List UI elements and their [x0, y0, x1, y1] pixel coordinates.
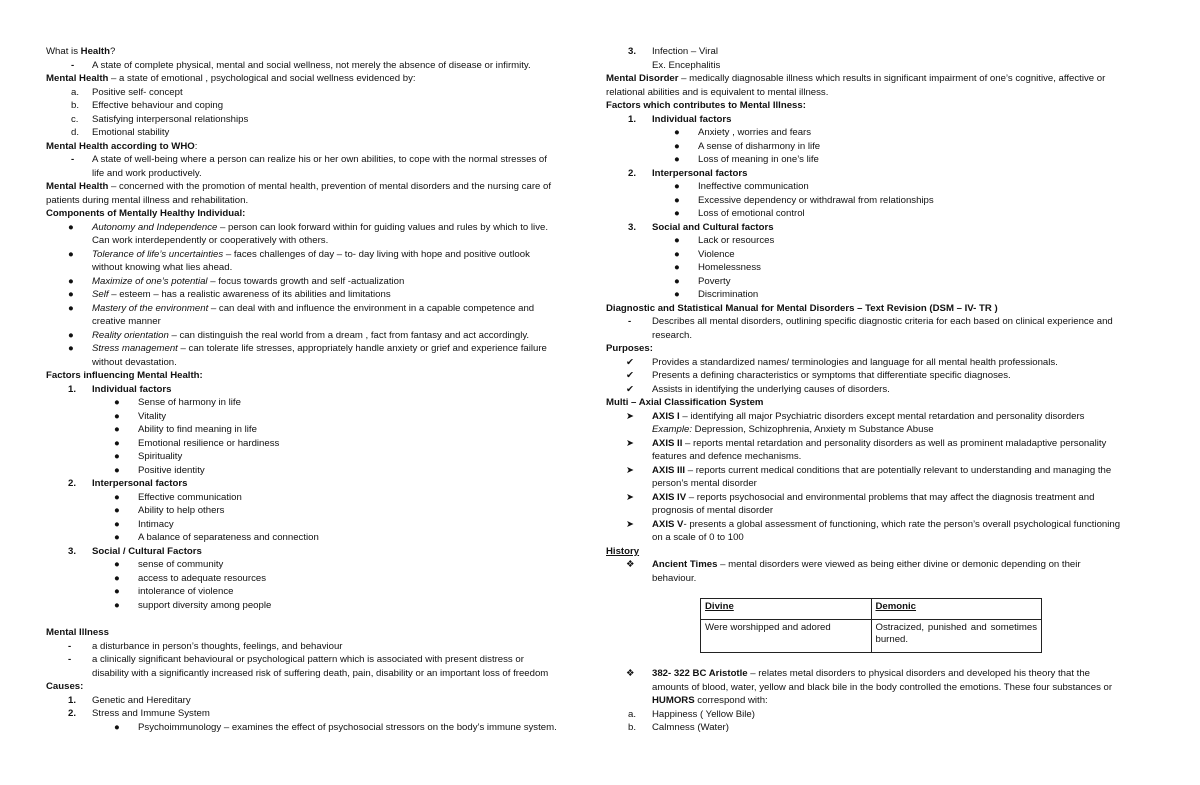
factor-item: ● Poverty	[674, 275, 731, 287]
checkmark-icon: ✔	[626, 356, 635, 368]
axis-item: ➤ AXIS V- presents a global assessment of functioning, which rate the person’s overall psychological functioning	[626, 518, 1121, 530]
who-heading: Mental Health according to WHO:	[46, 140, 198, 152]
bullet-icon: ●	[68, 248, 74, 260]
bullet-icon: ●	[114, 397, 120, 408]
bullet-icon: ●	[114, 437, 120, 449]
bullet-icon: ●	[674, 248, 680, 260]
checkmark-icon: ✔	[626, 370, 635, 381]
factor-group-heading: 2. Interpersonal factors	[628, 167, 748, 179]
cause-item: 1. Genetic and Hereditary	[68, 694, 191, 706]
mh-list-item: b. Effective behaviour and coping	[71, 100, 224, 111]
bullet-icon: ●	[68, 289, 74, 300]
cause-item: 2. Stress and Immune System	[68, 708, 210, 719]
component-item: ● Maximize of one’s potential – focus towards growth and self -actualization	[68, 275, 405, 287]
diamond-icon: ❖	[626, 668, 635, 679]
factor-item: ● Lack or resources	[674, 235, 775, 246]
bullet-icon: ●	[114, 721, 120, 733]
bullet-icon: ●	[114, 532, 120, 543]
who-definition: - A state of well-being where a person can realize his or her own abilities, to cope with the normal stresses of	[71, 154, 547, 165]
bullet-icon: ●	[674, 275, 680, 287]
health-definition: - A state of complete physical, mental and social wellness, not merely the absence of disease or infirmity.	[71, 59, 531, 71]
dsm-heading: Diagnostic and Statistical Manual for Mental Disorders – Text Revision (DSM – IV- TR )	[606, 302, 998, 314]
mental-health-concern: Mental Health – concerned with the promotion of mental health, prevention of mental disorders and the nursing care of	[46, 181, 552, 192]
bullet-icon: ●	[68, 329, 74, 341]
factor-item: ● Anxiety , worries and fears	[674, 127, 812, 138]
component-item: ● Tolerance of life’s uncertainties – faces challenges of day – to- day living with hope and positive outlook	[68, 248, 530, 260]
bullet-icon: ●	[68, 343, 74, 354]
mental-illness-item: - a disturbance in person’s thoughts, feelings, and behaviour	[68, 640, 343, 652]
purpose-item: ✔ Presents a defining characteristics or symptoms that differentiate specific diagnoses.	[626, 370, 1011, 381]
table-header-demonic: Demonic	[875, 601, 917, 612]
axial-heading: Multi – Axial Classification System	[606, 397, 764, 408]
bullet-icon: ●	[674, 194, 680, 206]
mh-list-item: d. Emotional stability	[71, 127, 170, 138]
diamond-icon: ❖	[626, 559, 635, 570]
arrowhead-icon: ➤	[626, 491, 635, 503]
factor-item: ● Discrimination	[674, 289, 759, 300]
factors-heading: Factors influencing Mental Health:	[46, 370, 203, 381]
factor-item: ● intolerance of violence	[114, 586, 234, 597]
bullet-icon: ●	[114, 451, 120, 462]
bullet-icon: ●	[68, 221, 74, 233]
factor-item: ● Ineffective communication	[674, 181, 809, 192]
left-column: What is Health? - A state of complete physical, mental and social wellness, not merely the absence of disease or infirmity. Mental Health – a state of emotional , psychological and social wellness evidenced by: a. Positive self- concept b. Effective behaviour and coping c. Satisfying interpersonal relationships d. Emotional stability Mental Health according to WHO: - A state of well-being where a person can realize his or her own abilities, to cope with the normal stresses of life and work productively. Mental Health – concerned with the promotion of mental health, prevention of mental disorders and the nursing care of patients during mental illness and rehabilitation. Components of Mentally Healthy Individual: ● Autonomy and Independence – person can look forward within for guiding values and rules by which to live. Can work interdependently or cooperatively with others. ● Tolerance of life’s uncertainties – faces challenges of day – to- day living with hope and positive outlook without knowing what lies ahead. ● Maximize of one’s potential – focus towards growth and self -actualization ● Self – esteem – has a realistic awareness of its abilities and limitations ● Mastery of the environment – can deal with and influence the environment in a capable competence and creative manner ● Reality orientation – can distinguish the real world from a dream , fact from fantasy and act accordingly. ● Stress management – can tolerate life stresses, appropriately handle anxiety or grief and experience failure without devastation. Factors influencing Mental Health: 1. Individual factors ● Sense of harmony in life ● Vitality ● Ability to find meaning in life ● Emotional resilience or hardiness ● Spirituality ● Positive identity 2. Interpersonal factors ● Effective communication ● Ability to help others ● Intimacy ● A balance of separateness and connection 3. Social / Cultural Factors ● sense of community ● access to adequate resources ● intolerance of violence ● support diversity among people Mental Illness - a disturbance in person’s thoughts, feelings, and behaviour - a clinically significant behavioural or psychological pattern which is associated with present distress or disability with a significantly increased risk of suffering death, pain, disability or an important loss of freedom Causes: 1. Genetic and Hereditary 2. Stress and Immune System ● Psychoimmunology – examines the effect of psychosocial stressors on the body’s immune system.	[46, 45, 594, 734]
factor-item: ● A sense of disharmony in life	[674, 140, 821, 152]
factor-item: ● Emotional resilience or hardiness	[114, 437, 280, 449]
arrowhead-icon: ➤	[626, 518, 635, 530]
factor-item: ● Excessive dependency or withdrawal from relationships	[674, 194, 934, 206]
factor-item: ● Spirituality	[114, 451, 183, 462]
factor-item: ● Loss of meaning in one’s life	[674, 154, 819, 165]
dash-bullet: -	[71, 59, 75, 71]
axis-item: ➤ AXIS II – reports mental retardation and personality disorders as well as prominent maladaptive personality	[626, 437, 1107, 449]
what-is-health-heading: What is Health?	[46, 46, 116, 57]
mental-illness-item: - a clinically significant behavioural or psychological pattern which is associated with present distress or	[68, 654, 524, 665]
dsm-description: - Describes all mental disorders, outlining specific diagnostic criteria for each based on clinical experience and	[628, 316, 1113, 327]
mental-disorder-definition: Mental Disorder – medically diagnosable illness which results in significant impairment of one’s cognitive, affective or	[606, 73, 1106, 84]
factor-item: ● Effective communication	[114, 491, 242, 503]
table-row	[701, 620, 1042, 653]
factor-item: ● Homelessness	[674, 262, 761, 273]
arrowhead-icon: ➤	[626, 464, 635, 476]
bullet-icon: ●	[114, 599, 120, 611]
factor-item: ● Vitality	[114, 410, 167, 422]
mh-list-item: a. Positive self- concept	[71, 86, 183, 98]
factor-item: ● Positive identity	[114, 464, 205, 476]
axis-item: ➤ AXIS I – identifying all major Psychiatric disorders except mental retardation and personality disorders	[626, 410, 1085, 422]
causes-heading: Causes:	[46, 681, 84, 692]
bullet-icon: ●	[674, 127, 680, 138]
history-item: ❖ Ancient Times – mental disorders were viewed as being either divine or demonic depending on their	[626, 559, 1081, 570]
bullet-icon: ●	[114, 410, 120, 422]
purposes-heading: Purposes:	[606, 343, 653, 354]
bullet-icon: ●	[114, 464, 120, 476]
bullet-icon: ●	[674, 262, 680, 273]
bullet-icon: ●	[114, 505, 120, 516]
component-item: ● Self – esteem – has a realistic awareness of its abilities and limitations	[68, 289, 391, 300]
factor-item: ● Loss of emotional control	[674, 208, 805, 219]
bullet-icon: ●	[114, 572, 120, 584]
factor-item: ● Ability to help others	[114, 505, 225, 516]
mental-illness-heading: Mental Illness	[46, 627, 109, 638]
right-column: 3. Infection – Viral Ex. Encephalitis Mental Disorder – medically diagnosable illness which results in significant impairment of one’s cognitive, affective or relational abilities and is equivalent to mental illness. Factors which contributes to Mental Illness: 1. Individual factors ● Anxiety , worries and fears ● A sense of disharmony in life ● Loss of meaning in one’s life 2. Interpersonal factors ● Ineffective communication ● Excessive dependency or withdrawal from relationships ● Loss of emotional control 3. Social and Cultural factors ● Lack or resources ● Violence ● Homelessness ● Poverty ● Discrimination Diagnostic and Statistical Manual for Mental Disorders – Text Revision (DSM – IV- TR ) - Describes all mental disorders, outlining specific diagnostic criteria for each based on clinical experience and research. Purposes: ✔ Provides a standardized names/ terminologies and language for all mental health professionals. ✔ Presents a defining characteristics or symptoms that differentiate specific diagnoses. ✔ Assists in identifying the underlying causes of disorders. Multi – Axial Classification System ➤ AXIS I – identifying all major Psychiatric disorders except mental retardation and personality disorders Example: Depression, Schizophrenia, Anxiety m Substance Abuse ➤ AXIS II – reports mental retardation and personality disorders as well as prominent maladaptive personality features and defence mechanisms. ➤ AXIS III – reports current medical conditions that are potentially relevant to understanding and managing the person’s mental disorder ➤ AXIS IV – reports psychosocial and environmental problems that may affect the diagnosis treatment and prognosis of mental disorder ➤ AXIS V- presents a global assessment of functioning, which rate the person’s overall psychological functioning on a scale of 0 to 100 History ❖ Ancient Times – mental disorders were viewed as being either divine or demonic depending on their behaviour. Divine Demonic Were worshipped and adored Ostracized, punished and sometimes burned. ❖ 382- 322 BC Aristotle – relates metal disorders to physical disorders and developed his theory that the amounts of blood, water, yellow and black bile in the body controlled the emotions. These four substances or HUMORS correspond with: a. Happiness ( Yellow Bile) b. Calmness (Water)	[606, 45, 1154, 735]
history-item: ❖ 382- 322 BC Aristotle – relates metal disorders to physical disorders and developed his theory that the	[626, 668, 1090, 679]
factor-item: ● A balance of separateness and connection	[114, 532, 319, 543]
table-cell: Were worshipped and adored	[701, 620, 872, 653]
bullet-icon: ●	[68, 302, 74, 314]
components-heading: Components of Mentally Healthy Individual:	[46, 208, 246, 219]
bullet-icon: ●	[114, 424, 120, 435]
divine-demonic-table	[700, 598, 1042, 653]
factor-item: ● Ability to find meaning in life	[114, 424, 257, 435]
table-header-divine: Divine	[705, 601, 734, 612]
contributing-factors-heading: Factors which contributes to Mental Illness:	[606, 100, 806, 111]
purpose-item: ✔ Provides a standardized names/ terminologies and language for all mental health professionals.	[626, 356, 1058, 368]
component-item: ● Reality orientation – can distinguish the real world from a dream , fact from fantasy and act accordingly.	[68, 329, 530, 341]
component-item: ● Mastery of the environment – can deal with and influence the environment in a capable competence and	[68, 302, 535, 314]
bullet-icon: ●	[114, 559, 120, 570]
bullet-icon: ●	[114, 491, 120, 503]
factor-group-heading: 3. Social / Cultural Factors	[68, 545, 202, 557]
factor-group-heading: 1. Individual factors	[68, 383, 172, 395]
cause-subitem: ● Psychoimmunology – examines the effect of psychosocial stressors on the body’s immune system.	[114, 721, 557, 733]
humor-item: b. Calmness (Water)	[628, 722, 729, 733]
bullet-icon: ●	[674, 181, 680, 192]
factor-group-heading: 2. Interpersonal factors	[68, 478, 188, 489]
history-heading: History	[606, 545, 640, 557]
purpose-item: ✔ Assists in identifying the underlying causes of disorders.	[626, 383, 890, 395]
factor-item: ● Sense of harmony in life	[114, 397, 241, 408]
axis-example: Example: Depression, Schizophrenia, Anxiety m Substance Abuse	[652, 424, 934, 435]
factor-item: ● access to adequate resources	[114, 572, 266, 584]
humor-item: a. Happiness ( Yellow Bile)	[628, 708, 755, 720]
checkmark-icon: ✔	[626, 383, 635, 395]
factor-item: ● sense of community	[114, 559, 224, 570]
bullet-icon: ●	[114, 586, 120, 597]
arrowhead-icon: ➤	[626, 437, 635, 449]
factor-item: ● Intimacy	[114, 518, 174, 530]
cause-item: 3. Infection – Viral	[628, 46, 718, 57]
bullet-icon: ●	[674, 208, 680, 219]
axis-item: ➤ AXIS IV – reports psychosocial and environmental problems that may affect the diagnosis treatment and	[626, 491, 1095, 503]
bullet-icon: ●	[674, 140, 680, 152]
table-cell: Ostracized, punished and sometimes burned.	[871, 620, 1042, 653]
factor-item: ● support diversity among people	[114, 599, 272, 611]
bullet-icon: ●	[114, 518, 120, 530]
bullet-icon: ●	[674, 154, 680, 165]
axis-item: ➤ AXIS III – reports current medical conditions that are potentially relevant to understanding and managing the	[626, 464, 1112, 476]
arrowhead-icon: ➤	[626, 410, 635, 422]
cause-example: Ex. Encephalitis	[652, 59, 721, 71]
factor-group-heading: 3. Social and Cultural factors	[628, 221, 774, 233]
component-item: ● Autonomy and Independence – person can look forward within for guiding values and rules by which to live.	[68, 221, 548, 233]
bullet-icon: ●	[674, 289, 680, 300]
mh-list-item: c. Satisfying interpersonal relationships	[71, 113, 249, 125]
bullet-icon: ●	[674, 235, 680, 246]
mental-health-definition: Mental Health – a state of emotional , psychological and social wellness evidenced by:	[46, 73, 416, 84]
table-row	[701, 599, 1042, 620]
factor-item: ● Violence	[674, 248, 735, 260]
component-item: ● Stress management – can tolerate life stresses, appropriately handle anxiety or grief and experience failure	[68, 343, 547, 354]
bullet-icon: ●	[68, 275, 74, 287]
factor-group-heading: 1. Individual factors	[628, 113, 732, 125]
